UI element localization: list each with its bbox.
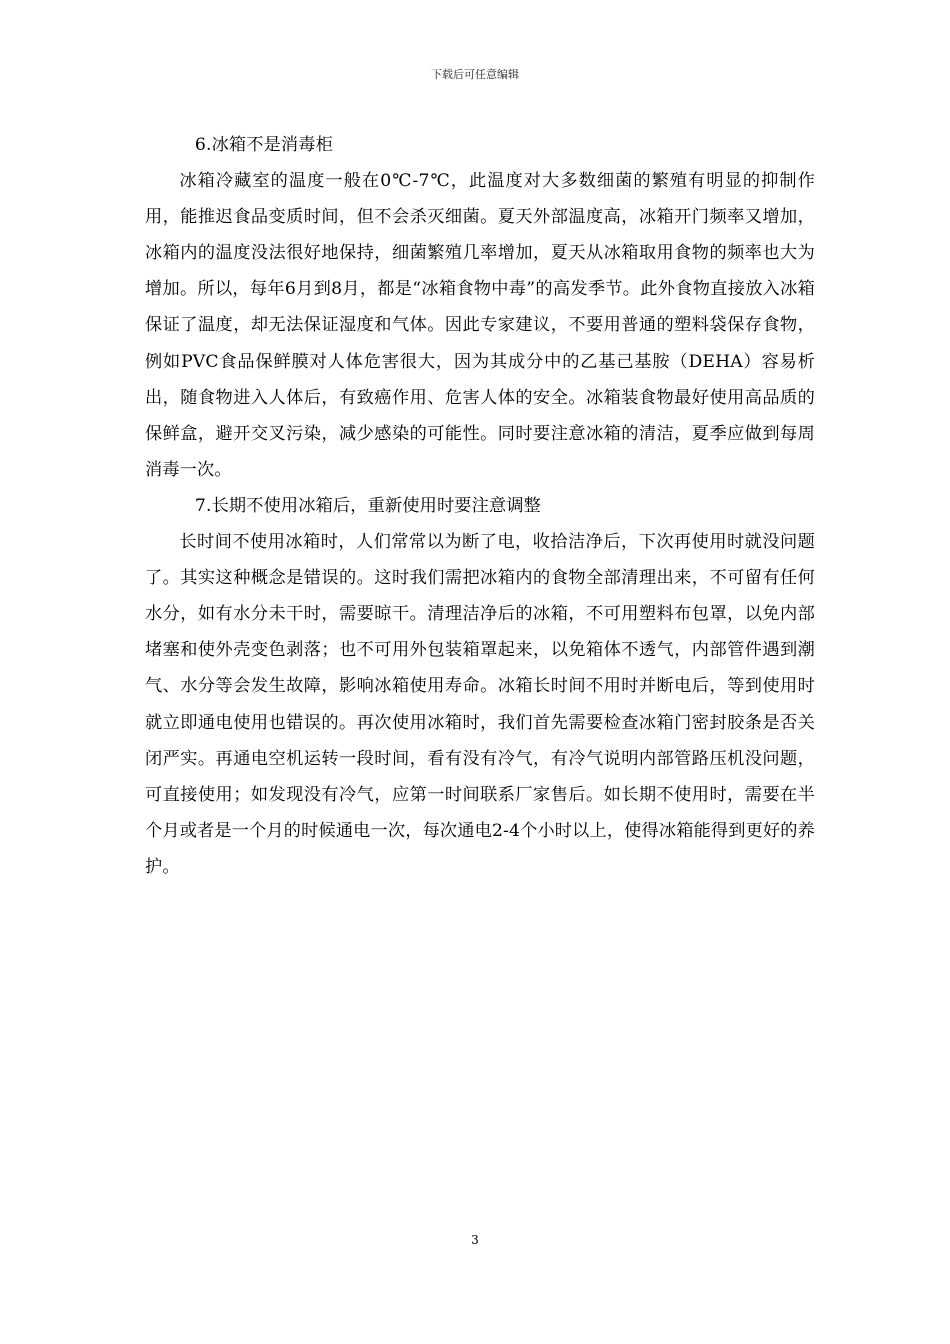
section-heading-6: 6.冰箱不是消毒柜 — [194, 135, 333, 155]
section-body-7: 长时间不使用冰箱时，人们常常以为断了电，收拾洁净后，下次再使用时就没问题了。其实这种概念是错误的。这时我们需把冰箱内的食物全部清理出来，不可留有任何水分，如有水分未干时，需要晾干。清理洁净后的冰箱，不可用塑料布包罩，以免内部堵塞和使外壳变色剥落；也不可用外包装箱罩起来，以免箱体不透气，内部管件遇到潮气、水分等会发生故障，影响冰箱使用寿命。冰箱长时间不用时并断电后，等到使用时就立即通电使用也错误的。再次使用冰箱时，我们首先需要检查冰箱门密封胶条是否关闭严实。再通电空机运转一段时间，看有没有冷气，有冷气说明内部管路压机没问题，可直接使用；如发现没有冷气，应第一时间联系厂家售后。如长期不使用时，需要在半个月或者是一个月的时候通电一次，每次通电2-4个小时以上，使得冰箱能得到更好的养护。 — [145, 532, 815, 877]
page-number: 3 — [471, 1233, 479, 1247]
section-body-6: 冰箱冷藏室的温度一般在0℃-7℃，此温度对大多数细菌的繁殖有明显的抑制作用，能推迟食品变质时间，但不会杀灭细菌。夏天外部温度高，冰箱开门频率又增加，冰箱内的温度没法很好地保持，细菌繁殖几率增加，夏天从冰箱取用食物的频率也大为增加。所以，每年6月到8月，都是“冰箱食物中毒”的高发季节。此外食物直接放入冰箱保证了温度，却无法保证湿度和气体。因此专家建议，不要用普通的塑料袋保存食物，例如PVC食品保鲜膜对人体危害很大，因为其成分中的乙基己基胺（DEHA）容易析出，随食物进入人体后，有致癌作用、危害人体的安全。冰箱装食物最好使用高品质的保鲜盒，避开交叉污染，减少感染的可能性。同时要注意冰箱的清洁，夏季应做到每周消毒一次。 — [145, 171, 815, 480]
header-note: 下载后可任意编辑 — [431, 68, 519, 81]
document-body — [145, 127, 815, 885]
section-heading-7: 7.长期不使用冰箱后，重新使用时要注意调整 — [194, 495, 541, 516]
